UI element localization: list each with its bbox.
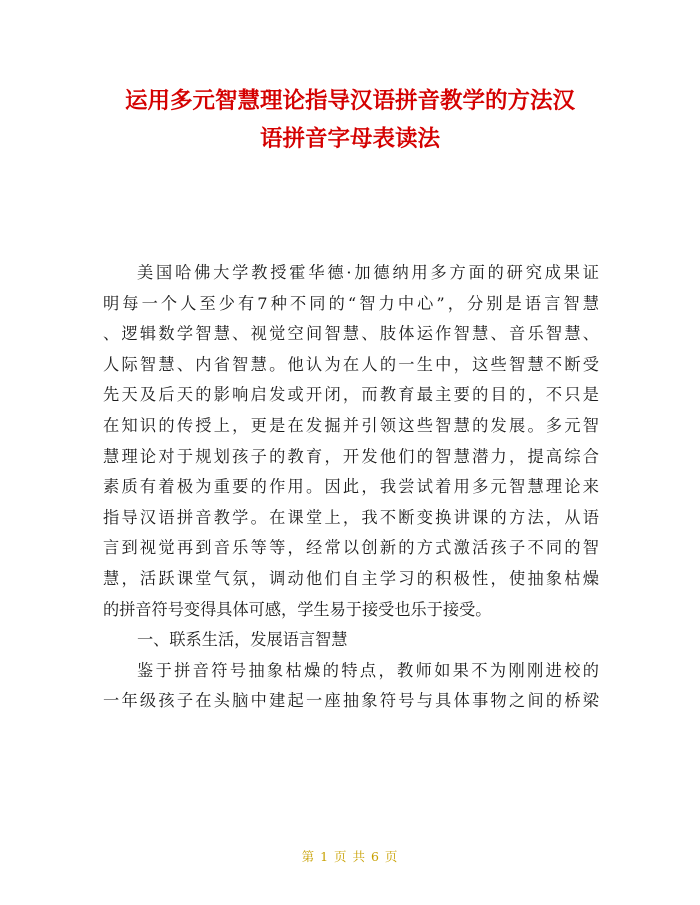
paragraph-line: 人际智慧、内省智慧。他认为在人的一生中，这些智慧不断受 [103,354,599,374]
title-line-2: 语拼音字母表读法 [259,126,440,152]
paragraph-line: 、逻辑数学智慧、视觉空间智慧、肢体运作智慧、音乐智慧、 [103,324,599,344]
paragraph-line: 鉴于拼音符号抽象枯燥的特点，教师如果不为刚刚进校的 [137,660,599,680]
paragraph-line: 美国哈佛大学教授霍华德·加德纳用多方面的研究成果证 [137,263,599,282]
paragraph-line: 的拼音符号变得具体可感，学生易于接受也乐于接受。 [103,599,492,619]
document-body [103,258,599,717]
paragraph-line: 慧理论对于规划孩子的教育，开发他们的智慧潜力，提高综合 [103,446,599,466]
paragraph-line: 言到视觉再到音乐等等，经常以创新的方式激活孩子不同的智 [103,538,599,558]
section-heading: 一、联系生活，发展语言智慧 [137,630,348,650]
page-number-footer: 第 1 页 共 6 页 [301,849,399,864]
paragraph-line: 明每一个人至少有7种不同的“智力中心”，分别是语言智慧 [103,293,599,313]
paragraph-line: 先天及后天的影响启发或开闭，而教育最主要的目的，不只是 [103,385,599,405]
title-line-1: 运用多元智慧理论指导汉语拼音教学的方法汉 [124,88,575,114]
paragraph-line: 在知识的传授上，更是在发掘并引领这些智慧的发展。多元智 [103,415,599,435]
paragraph-line: 素质有着极为重要的作用。因此，我尝试着用多元智慧理论来 [103,477,599,497]
document-title [0,82,700,158]
paragraph-line: 指导汉语拼音教学。在课堂上，我不断变换讲课的方法，从语 [103,507,599,527]
paragraph-line: 慧，活跃课堂气氛，调动他们自主学习的积极性，使抽象枯燥 [103,568,599,588]
paragraph-line: 一年级孩子在头脑中建起一座抽象符号与具体事物之间的桥梁 [103,691,599,711]
